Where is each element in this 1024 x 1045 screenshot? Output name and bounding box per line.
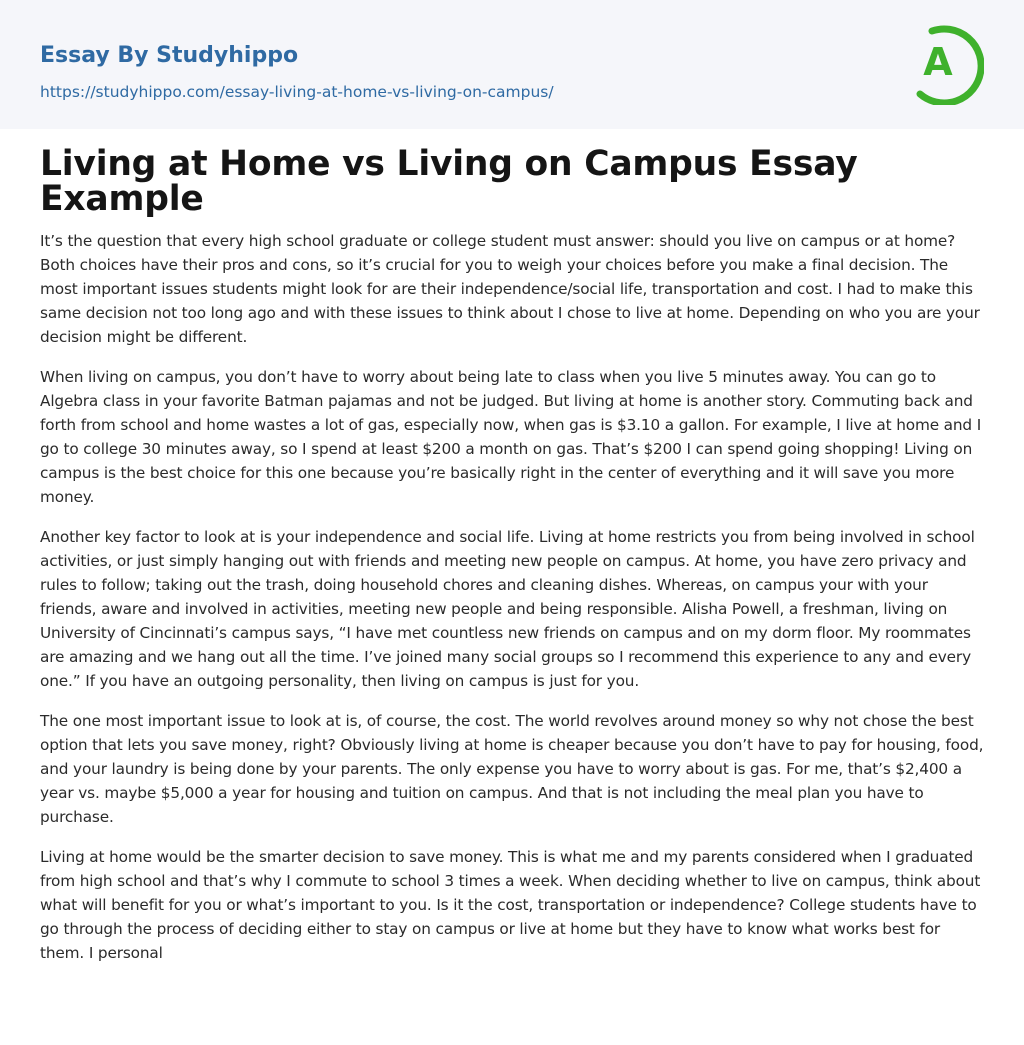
brand-title[interactable]: Essay By Studyhippo	[40, 43, 299, 68]
essay-paragraph: Another key factor to look at is your independence and social life. Living at home restricts you from being involved in school activities, or just simply hanging out with friends and meeting new people on campus. At home, you have zero privacy and rules to follow; taking out the trash, doing household chores and cleaning dishes. Whereas, on campus your with your friends, aware and involved in activities, meeting new people and being responsible. Alisha Powell, a freshman, living on University of Cincinnati’s campus says, “I have met countless new friends on campus and on my dorm floor. My roommates are amazing and we hang out all the time. I’ve joined many social groups so I recommend this experience to any and every one.” If you have an outgoing personality, then living on campus is just for you.	[40, 528, 975, 690]
essay-paragraph: When living on campus, you don’t have to worry about being late to class when you live 5 minutes away. You can go to Algebra class in your favorite Batman pajamas and not be judged. But living at home is another story. Commuting back and forth from school and home wastes a lot of gas, especially now, when gas is $3.10 a gallon. For example, I live at home and I go to college 30 minutes away, so I spend at least $200 a month on gas. That’s $200 I can spend going shopping! Living on campus is the best choice for this one because you’re basically right in the center of everything and it will save you more money.	[40, 368, 982, 506]
logo-letter: A	[923, 40, 953, 84]
essay-paragraph: It’s the question that every high school graduate or college student must answer: should you live on campus or at home? Both choices have their pros and cons, so it’s crucial for you to weigh your choices before you make a final decision. The most important issues students might look for are their independence/social life, transportation and cost. I had to make this same decision not too long ago and with these issues to think about I chose to live at home. Depending on who you are your decision might be different.	[40, 232, 980, 346]
letter-a-circle-logo-icon[interactable]	[912, 20, 984, 105]
source-url-link[interactable]: https://studyhippo.com/essay-living-at-home-vs-living-on-campus/	[40, 83, 554, 101]
article	[0, 129, 1024, 965]
essay-paragraph: The one most important issue to look at is, of course, the cost. The world revolves around money so why not chose the best option that lets you save money, right? Obviously living at home is cheaper because you don’t have to pay for housing, food, and your laundry is being done by your parents. The only expense you have to worry about is gas. For me, that’s $2,400 a year vs. maybe $5,000 a year for housing and tuition on campus. And that is not including the meal plan you have to purchase.	[40, 712, 984, 826]
page-title: Living at Home vs Living on Campus Essay Example	[40, 144, 858, 219]
site-header	[0, 0, 1024, 129]
essay-paragraph: Living at home would be the smarter decision to save money. This is what me and my parents considered when I graduated from high school and that’s why I commute to school 3 times a week. When deciding whether to live on campus, think about what will benefit for you or what’s important to you. Is it the cost, transportation or independence? College students have to go through the process of deciding either to stay on campus or live at home but they have to know what works best for them. I personal	[40, 848, 981, 962]
